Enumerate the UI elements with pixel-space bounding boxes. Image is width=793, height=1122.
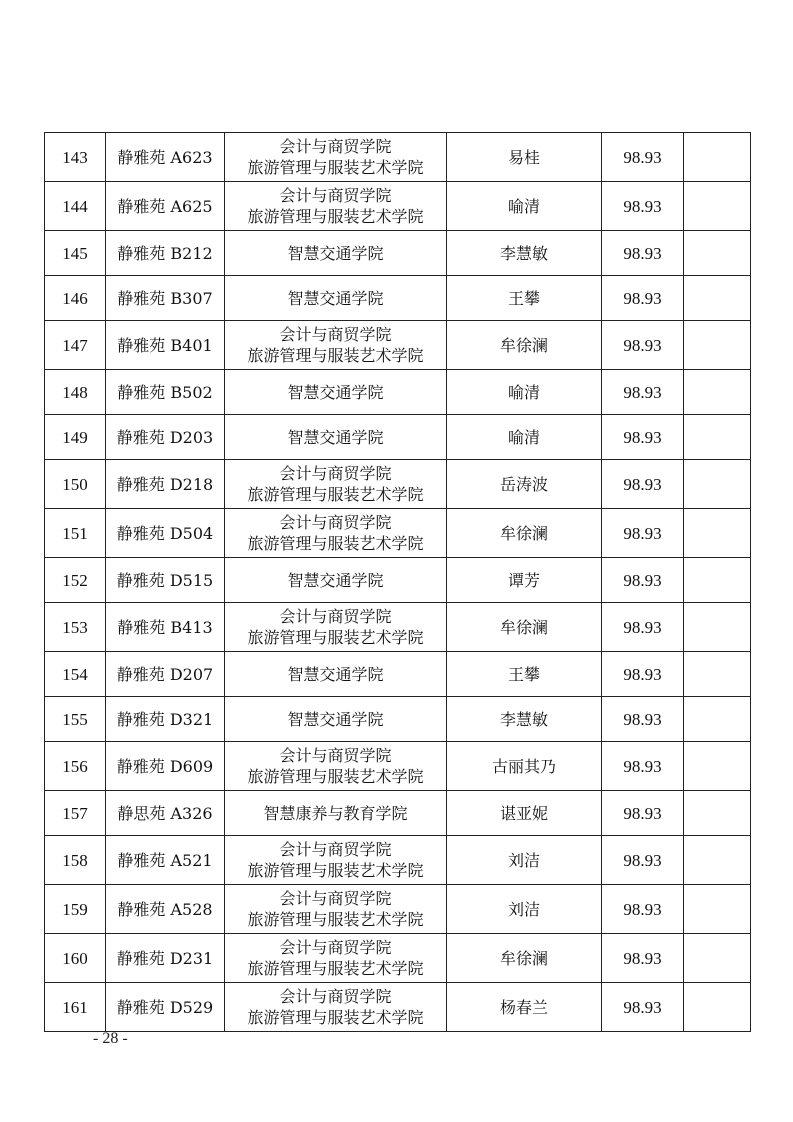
row-number-cell: 153 (45, 603, 106, 652)
page-number: - 28 - (93, 1030, 128, 1047)
note-cell (684, 509, 751, 558)
table-row (45, 509, 751, 558)
dorm-room-cell: 静雅苑 D231 (106, 934, 225, 983)
dorm-room-cell: 静雅苑 A528 (106, 885, 225, 934)
table-row (45, 885, 751, 934)
dorm-room-cell: 静雅苑 D218 (106, 460, 225, 509)
row-number-cell: 148 (45, 370, 106, 415)
college-cell (225, 836, 447, 885)
college-name: 会计与商贸学院 (279, 607, 392, 626)
note-cell (684, 603, 751, 652)
college-name: 旅游管理与服装艺术学院 (247, 534, 424, 553)
score-cell: 98.93 (602, 603, 684, 652)
college-name: 会计与商贸学院 (279, 464, 392, 483)
note-cell (684, 791, 751, 836)
row-number-cell: 149 (45, 415, 106, 460)
note-cell (684, 370, 751, 415)
college-name: 智慧交通学院 (287, 382, 384, 402)
person-name-cell: 喻清 (447, 415, 602, 460)
row-number-cell: 143 (45, 133, 106, 182)
dorm-room-cell: 静雅苑 A625 (106, 182, 225, 231)
table-body (45, 133, 751, 1032)
college-cell (225, 231, 447, 276)
dorm-room-cell: 静雅苑 D321 (106, 697, 225, 742)
college-name: 旅游管理与服装艺术学院 (247, 628, 424, 647)
person-name-cell: 王攀 (447, 652, 602, 697)
college-name: 会计与商贸学院 (279, 137, 392, 156)
row-number-cell: 151 (45, 509, 106, 558)
person-name-cell: 杨春兰 (447, 983, 602, 1032)
note-cell (684, 460, 751, 509)
table-row (45, 697, 751, 742)
dorm-room-cell: 静雅苑 B212 (106, 231, 225, 276)
table-row (45, 133, 751, 182)
college-cell (225, 182, 447, 231)
dorm-room-cell: 静雅苑 D504 (106, 509, 225, 558)
score-cell: 98.93 (602, 182, 684, 231)
dorm-room-cell: 静雅苑 B401 (106, 321, 225, 370)
person-name-cell: 岳涛波 (447, 460, 602, 509)
dorm-room-cell: 静雅苑 D207 (106, 652, 225, 697)
row-number-cell: 161 (45, 983, 106, 1032)
college-name: 旅游管理与服装艺术学院 (247, 346, 424, 365)
note-cell (684, 697, 751, 742)
note-cell (684, 231, 751, 276)
person-name-cell: 牟徐澜 (447, 509, 602, 558)
college-cell (225, 742, 447, 791)
score-cell: 98.93 (602, 276, 684, 321)
dorm-room-cell: 静雅苑 D203 (106, 415, 225, 460)
score-cell: 98.93 (602, 321, 684, 370)
dorm-room-cell: 静雅苑 B307 (106, 276, 225, 321)
college-cell (225, 133, 447, 182)
college-name: 旅游管理与服装艺术学院 (247, 767, 424, 786)
college-name: 会计与商贸学院 (279, 987, 392, 1006)
college-name: 会计与商贸学院 (279, 325, 392, 344)
college-name: 旅游管理与服装艺术学院 (247, 485, 424, 504)
person-name-cell: 刘洁 (447, 885, 602, 934)
person-name-cell: 喻清 (447, 182, 602, 231)
row-number-cell: 156 (45, 742, 106, 791)
row-number-cell: 150 (45, 460, 106, 509)
college-cell (225, 415, 447, 460)
college-name: 智慧交通学院 (287, 427, 384, 447)
score-cell: 98.93 (602, 885, 684, 934)
score-cell: 98.93 (602, 742, 684, 791)
person-name-cell: 牟徐澜 (447, 934, 602, 983)
row-number-cell: 152 (45, 558, 106, 603)
note-cell (684, 415, 751, 460)
dorm-room-cell: 静雅苑 A623 (106, 133, 225, 182)
college-cell (225, 652, 447, 697)
dorm-room-cell: 静雅苑 D609 (106, 742, 225, 791)
college-name: 智慧交通学院 (287, 709, 384, 729)
college-name: 旅游管理与服装艺术学院 (247, 861, 424, 880)
score-cell: 98.93 (602, 652, 684, 697)
note-cell (684, 836, 751, 885)
person-name-cell: 牟徐澜 (447, 603, 602, 652)
college-cell (225, 697, 447, 742)
table-row (45, 983, 751, 1032)
person-name-cell: 刘洁 (447, 836, 602, 885)
college-name: 旅游管理与服装艺术学院 (247, 1008, 424, 1027)
person-name-cell: 王攀 (447, 276, 602, 321)
score-cell: 98.93 (602, 133, 684, 182)
note-cell (684, 885, 751, 934)
dorm-room-cell: 静雅苑 B502 (106, 370, 225, 415)
note-cell (684, 983, 751, 1032)
row-number-cell: 144 (45, 182, 106, 231)
college-cell (225, 509, 447, 558)
table-row (45, 742, 751, 791)
college-name: 旅游管理与服装艺术学院 (247, 910, 424, 929)
table-row (45, 558, 751, 603)
person-name-cell: 谌亚妮 (447, 791, 602, 836)
college-cell (225, 370, 447, 415)
college-name: 会计与商贸学院 (279, 938, 392, 957)
person-name-cell: 谭芳 (447, 558, 602, 603)
college-name: 会计与商贸学院 (279, 746, 392, 765)
person-name-cell: 古丽其乃 (447, 742, 602, 791)
table-row (45, 276, 751, 321)
note-cell (684, 558, 751, 603)
college-name: 旅游管理与服装艺术学院 (247, 158, 424, 177)
score-cell: 98.93 (602, 836, 684, 885)
row-number-cell: 154 (45, 652, 106, 697)
score-cell: 98.93 (602, 558, 684, 603)
college-cell (225, 791, 447, 836)
dorm-room-cell: 静雅苑 B413 (106, 603, 225, 652)
college-name: 会计与商贸学院 (279, 889, 392, 908)
college-cell (225, 276, 447, 321)
table-row (45, 652, 751, 697)
note-cell (684, 321, 751, 370)
score-cell: 98.93 (602, 509, 684, 558)
college-name: 智慧交通学院 (287, 288, 384, 308)
note-cell (684, 742, 751, 791)
college-cell (225, 603, 447, 652)
table-row (45, 791, 751, 836)
college-name: 智慧交通学院 (287, 570, 384, 590)
college-cell (225, 885, 447, 934)
table-row (45, 321, 751, 370)
dorm-room-cell: 静雅苑 A521 (106, 836, 225, 885)
person-name-cell: 易桂 (447, 133, 602, 182)
score-cell: 98.93 (602, 370, 684, 415)
college-cell (225, 321, 447, 370)
dorm-room-cell: 静雅苑 D529 (106, 983, 225, 1032)
dorm-room-cell: 静思苑 A326 (106, 791, 225, 836)
college-cell (225, 934, 447, 983)
college-name: 智慧康养与教育学院 (263, 803, 408, 823)
college-name: 旅游管理与服装艺术学院 (247, 207, 424, 226)
person-name-cell: 李慧敏 (447, 697, 602, 742)
row-number-cell: 159 (45, 885, 106, 934)
score-cell: 98.93 (602, 791, 684, 836)
dormitory-score-table (44, 132, 751, 1032)
table-row (45, 460, 751, 509)
note-cell (684, 182, 751, 231)
note-cell (684, 276, 751, 321)
college-cell (225, 983, 447, 1032)
college-name: 智慧交通学院 (287, 664, 384, 684)
table-row (45, 231, 751, 276)
score-cell: 98.93 (602, 983, 684, 1032)
college-name: 会计与商贸学院 (279, 840, 392, 859)
score-cell: 98.93 (602, 934, 684, 983)
college-name: 会计与商贸学院 (279, 186, 392, 205)
table-row (45, 934, 751, 983)
row-number-cell: 155 (45, 697, 106, 742)
row-number-cell: 157 (45, 791, 106, 836)
person-name-cell: 牟徐澜 (447, 321, 602, 370)
college-name: 会计与商贸学院 (279, 513, 392, 532)
dorm-room-cell: 静雅苑 D515 (106, 558, 225, 603)
note-cell (684, 652, 751, 697)
note-cell (684, 934, 751, 983)
table-row (45, 370, 751, 415)
table-row (45, 182, 751, 231)
row-number-cell: 158 (45, 836, 106, 885)
table-row (45, 836, 751, 885)
row-number-cell: 160 (45, 934, 106, 983)
row-number-cell: 145 (45, 231, 106, 276)
college-name: 旅游管理与服装艺术学院 (247, 959, 424, 978)
person-name-cell: 李慧敏 (447, 231, 602, 276)
score-cell: 98.93 (602, 415, 684, 460)
note-cell (684, 133, 751, 182)
person-name-cell: 喻清 (447, 370, 602, 415)
score-cell: 98.93 (602, 697, 684, 742)
table-row (45, 603, 751, 652)
college-cell (225, 558, 447, 603)
college-cell (225, 460, 447, 509)
row-number-cell: 147 (45, 321, 106, 370)
score-cell: 98.93 (602, 231, 684, 276)
row-number-cell: 146 (45, 276, 106, 321)
college-name: 智慧交通学院 (287, 243, 384, 263)
table-row (45, 415, 751, 460)
score-cell: 98.93 (602, 460, 684, 509)
